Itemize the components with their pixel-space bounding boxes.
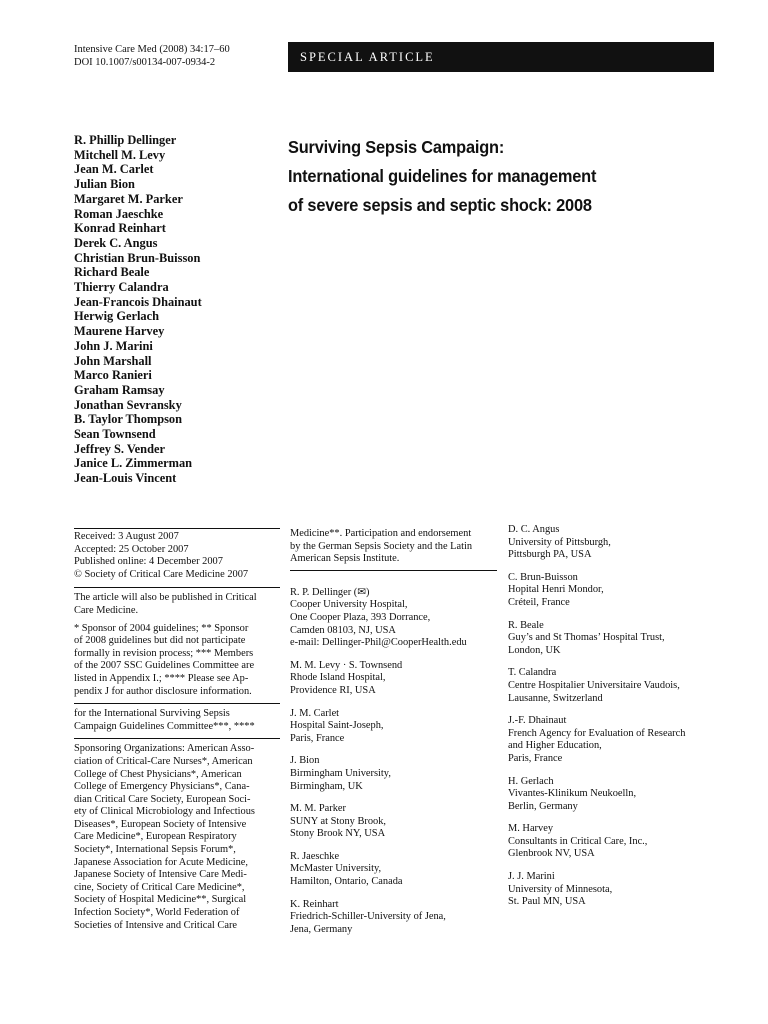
affiliation-block: [508, 776, 718, 814]
affiliation-author: M. Harvey: [508, 823, 554, 835]
text-line: cine, Society of Critical Care Medicine*,: [74, 881, 245, 893]
article-dates: [74, 529, 280, 581]
text-line: dian Critical Care Society, European Soci-: [74, 793, 251, 805]
text-line: American Sepsis Institute.: [290, 553, 400, 565]
affiliation-block: [508, 620, 718, 658]
affiliation-line: Hopital Henri Mondor,: [508, 584, 604, 596]
author-name: Roman Jaeschke: [74, 206, 164, 221]
text-line: for the International Surviving Sepsis: [74, 708, 230, 720]
author-name: Herwig Gerlach: [74, 309, 159, 324]
author-name: Maurene Harvey: [74, 324, 165, 339]
text-line: of the 2007 SSC Guidelines Committee are: [74, 660, 255, 672]
author-name: Janice L. Zimmerman: [74, 456, 193, 471]
author-name: Margaret M. Parker: [74, 191, 183, 206]
affiliation-line: Jena, Germany: [290, 923, 353, 935]
title-line: of severe sepsis and septic shock: 2008: [288, 195, 592, 215]
author-name: B. Taylor Thompson: [74, 412, 183, 427]
committee-note: [74, 704, 280, 733]
author-list: [74, 133, 202, 486]
affiliation-line: One Cooper Plaza, 393 Dorrance,: [290, 611, 431, 623]
column-2: [290, 528, 497, 946]
author-name: John J. Marini: [74, 338, 153, 353]
affiliation-line: Consultants in Critical Care, Inc.,: [508, 835, 648, 847]
text-line: Care Medicine*, European Respiratory: [74, 831, 237, 843]
title-line: International guidelines for management: [288, 166, 597, 186]
affiliation-author: J.-F. Dhainaut: [508, 715, 567, 727]
affiliation-block: [290, 899, 497, 937]
author-name: Sean Townsend: [74, 427, 156, 442]
text-line: Medicine**. Participation and endorsement: [290, 528, 472, 539]
journal-citation: [74, 43, 230, 69]
affiliation-line: Cooper University Hospital,: [290, 599, 408, 611]
text-line: College of Chest Physicians*, American: [74, 768, 242, 780]
affiliation-block: [508, 667, 718, 705]
text-line: Diseases*, European Society of Intensive: [74, 818, 247, 830]
affiliation-line: Pittsburgh PA, USA: [508, 549, 592, 561]
author-name: Jean-Francois Dhainaut: [74, 294, 202, 309]
affiliation-author: J. Bion: [290, 755, 320, 767]
text-line: Japanese Association for Acute Medicine,: [74, 856, 248, 868]
affiliation-line: Glenbrook NV, USA: [508, 848, 595, 860]
author-name: Jeffrey S. Vender: [74, 441, 165, 456]
affiliation-author: K. Reinhart: [290, 898, 339, 910]
affiliation-line: St. Paul MN, USA: [508, 896, 586, 908]
author-name: Christian Brun-Buisson: [74, 250, 201, 265]
affiliation-block: [508, 823, 718, 861]
text-line: Japanese Society of Intensive Care Medi-: [74, 869, 247, 881]
affiliation-line: Stony Brook NY, USA: [290, 828, 386, 840]
affiliation-line: Birmingham University,: [290, 767, 391, 779]
affiliation-author: R. Jaeschke: [290, 850, 340, 862]
affiliation-line: Hospital Saint-Joseph,: [290, 720, 384, 732]
author-name: Mitchell M. Levy: [74, 147, 166, 162]
affiliation-author: H. Gerlach: [508, 775, 554, 787]
affiliation-author: M. M. Levy · S. Townsend: [290, 659, 403, 671]
affiliation-author: T. Calandra: [508, 667, 557, 679]
affiliation-line: University of Minnesota,: [508, 883, 613, 895]
affiliation-line: Birmingham, UK: [290, 780, 363, 792]
doi-line: DOI 10.1007/s00134-007-0934-2: [74, 57, 216, 68]
journal-line: Intensive Care Med (2008) 34:17–60: [74, 44, 230, 55]
article-title: [288, 133, 679, 220]
sponsor-footnote: [74, 618, 280, 699]
affiliation-line: Berlin, Germany: [508, 800, 578, 812]
text-line: Society*, International Sepsis Forum*,: [74, 844, 236, 856]
text-line: of 2008 guidelines but did not participate: [74, 635, 246, 647]
text-line: College of Emergency Physicians*, Cana-: [74, 781, 250, 793]
column-1: [74, 528, 280, 932]
affiliation-line: University of Pittsburgh,: [508, 536, 611, 548]
column-3: [508, 524, 718, 919]
affiliation-author: D. C. Angus: [508, 524, 560, 535]
date-line: Received: 3 August 2007: [74, 531, 179, 542]
author-name: John Marshall: [74, 353, 152, 368]
date-line: © Society of Critical Care Medicine 2007: [74, 568, 249, 580]
text-line: Society of Hospital Medicine**, Surgical: [74, 894, 247, 906]
affiliation-line: Rhode Island Hospital,: [290, 672, 386, 684]
affiliation-author: M. M. Parker: [290, 803, 346, 815]
text-line: Sponsoring Organizations: American Asso-: [74, 743, 255, 755]
author-name: Richard Beale: [74, 265, 150, 280]
affiliation-block: [290, 708, 497, 746]
affiliation-block: [290, 851, 497, 889]
author-name: Jean-Louis Vincent: [74, 471, 177, 486]
text-line: ety of Clinical Microbiology and Infectious: [74, 806, 255, 818]
affiliation-author: C. Brun-Buisson: [508, 571, 578, 583]
affiliation-line: French Agency for Evaluation of Research: [508, 727, 686, 739]
author-name: R. Phillip Dellinger: [74, 133, 177, 147]
affiliation-line: SUNY at Stony Brook,: [290, 815, 387, 827]
author-name: Jonathan Sevransky: [74, 397, 182, 412]
affiliation-line: e-mail: Dellinger-Phil@CooperHealth.edu: [290, 637, 467, 649]
text-line: Campaign Guidelines Committee***, ****: [74, 720, 255, 732]
article-type-banner: SPECIAL ARTICLE: [288, 42, 714, 72]
affiliation-block: [508, 572, 718, 610]
affiliation-line: Providence RI, USA: [290, 684, 376, 696]
author-name: Konrad Reinhart: [74, 221, 166, 236]
author-name: Marco Ranieri: [74, 368, 152, 383]
sponsoring-continued: [290, 528, 497, 566]
text-line: by the German Sepsis Society and the Latin: [290, 540, 473, 552]
date-line: Accepted: 25 October 2007: [74, 543, 189, 555]
text-line: * Sponsor of 2004 guidelines; ** Sponsor: [74, 622, 249, 634]
affiliation-block: [290, 587, 497, 650]
affiliation-block: [508, 715, 718, 765]
author-name: Derek C. Angus: [74, 235, 158, 250]
affiliation-list: [508, 524, 718, 909]
affiliation-line: and Higher Education,: [508, 740, 602, 752]
text-line: ciation of Critical-Care Nurses*, American: [74, 755, 253, 767]
text-line: Care Medicine.: [74, 604, 139, 616]
affiliation-line: Friedrich-Schiller-University of Jena,: [290, 911, 446, 923]
affiliation-line: Camden 08103, NJ, USA: [290, 624, 396, 636]
affiliation-list: [290, 571, 497, 937]
affiliation-author: J. M. Carlet: [290, 707, 340, 719]
author-name: Julian Bion: [74, 177, 135, 192]
text-line: The article will also be published in Critical: [74, 592, 257, 604]
affiliation-block: [508, 871, 718, 909]
affiliation-line: Paris, France: [290, 732, 345, 744]
author-name: Graham Ramsay: [74, 382, 165, 397]
affiliation-line: Vivantes-Klinikum Neukoelln,: [508, 788, 637, 800]
author-name: Jean M. Carlet: [74, 162, 154, 177]
affiliation-line: McMaster University,: [290, 863, 382, 875]
affiliation-author: J. J. Marini: [508, 871, 555, 883]
publication-note: [74, 588, 280, 617]
date-line: Published online: 4 December 2007: [74, 556, 223, 568]
title-line: Surviving Sepsis Campaign:: [288, 137, 505, 157]
text-line: Infection Society*, World Federation of: [74, 907, 240, 919]
text-line: Societies of Intensive and Critical Care: [74, 919, 238, 931]
affiliation-block: [290, 755, 497, 793]
affiliation-line: Créteil, France: [508, 596, 570, 608]
affiliation-author: R. Beale: [508, 619, 544, 631]
affiliation-author: R. P. Dellinger (✉): [290, 586, 370, 598]
affiliation-line: London, UK: [508, 644, 561, 656]
affiliation-line: Hamilton, Ontario, Canada: [290, 876, 403, 888]
affiliation-block: [290, 803, 497, 841]
affiliation-line: Paris, France: [508, 752, 563, 764]
affiliation-line: Guy’s and St Thomas’ Hospital Trust,: [508, 632, 665, 644]
affiliation-block: [508, 524, 718, 562]
affiliation-line: Centre Hospitalier Universitaire Vaudois,: [508, 679, 680, 691]
affiliation-block: [290, 660, 497, 698]
text-line: formally in revision process; *** Members: [74, 647, 254, 659]
author-name: Thierry Calandra: [74, 280, 169, 295]
sponsoring-organizations: [74, 739, 280, 932]
text-line: listed in Appendix I.; **** Please see Ap-: [74, 672, 249, 684]
text-line: pendix J for author disclosure information.: [74, 685, 252, 697]
affiliation-line: Lausanne, Switzerland: [508, 692, 603, 704]
